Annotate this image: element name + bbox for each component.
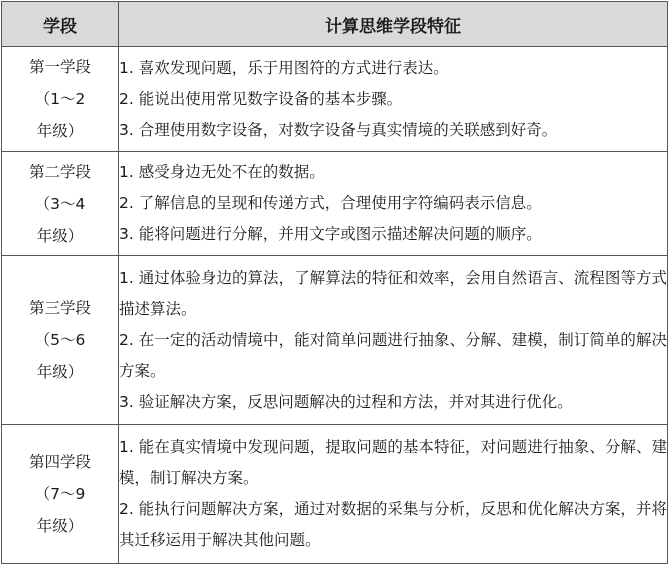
- grade-suffix: 年级）: [36, 517, 84, 535]
- grade-range: （7～9: [34, 485, 86, 503]
- table-row: [2, 152, 668, 256]
- feature-item: 1. 感受身边无处不在的数据。: [119, 163, 325, 181]
- stage-cell: [2, 152, 119, 256]
- table-row: [2, 256, 668, 425]
- stage-feature-table: [1, 1, 668, 564]
- feature-item: 2. 在一定的活动情境中，能对简单问题进行抽象、分解、建模，制订简单的解决方案。: [119, 330, 667, 380]
- stage-name: 第一学段: [28, 58, 91, 76]
- grade-suffix: 年级）: [36, 122, 84, 140]
- grade-range: （3～4: [34, 194, 86, 213]
- feature-item: 2. 能说出使用常见数字设备的基本步骤。: [119, 89, 403, 108]
- stage-cell: [2, 47, 119, 152]
- table-row: [2, 47, 668, 152]
- feature-cell: [119, 152, 668, 256]
- stage-cell: [2, 425, 119, 564]
- grade-range: （1～2: [34, 90, 86, 108]
- stage-name: 第三学段: [28, 299, 91, 317]
- header-stage: 学段: [2, 2, 119, 47]
- table-row: [2, 425, 668, 564]
- feature-cell: [119, 47, 668, 152]
- grade-range: （5～6: [34, 331, 86, 349]
- feature-cell: [119, 425, 668, 564]
- feature-item: 1. 通过体验身边的算法，了解算法的特征和效率，会用自然语言、流程图等方式描述算法。: [119, 268, 667, 318]
- feature-item: 1. 能在真实情境中发现问题，提取问题的基本特征，对问题进行抽象、分解、建模，制订解决方案。: [119, 438, 667, 487]
- feature-item: 3. 合理使用数字设备，对数字设备与真实情境的关联感到好奇。: [119, 120, 558, 139]
- feature-cell: [119, 256, 668, 425]
- stage-name: 第二学段: [28, 162, 91, 181]
- feature-item: 2. 了解信息的呈现和传递方式，合理使用字符编码表示信息。: [119, 194, 542, 212]
- stage-name: 第四学段: [28, 453, 91, 471]
- grade-suffix: 年级）: [36, 226, 84, 245]
- feature-item: 1. 喜欢发现问题，乐于用图符的方式进行表达。: [119, 58, 449, 77]
- feature-item: 2. 能执行问题解决方案，通过对数据的采集与分析，反思和优化解决方案，并将其迁移运用于解决其他问题。: [119, 500, 667, 549]
- stage-cell: [2, 256, 119, 425]
- header-features: 计算思维学段特征: [119, 2, 668, 47]
- feature-item: 3. 验证解决方案，反思问题解决的过程和方法，并对其进行优化。: [119, 392, 573, 411]
- grade-suffix: 年级）: [36, 363, 84, 381]
- feature-item: 3. 能将问题进行分解，并用文字或图示描述解决问题的顺序。: [119, 225, 542, 243]
- table-header-row: [2, 2, 668, 47]
